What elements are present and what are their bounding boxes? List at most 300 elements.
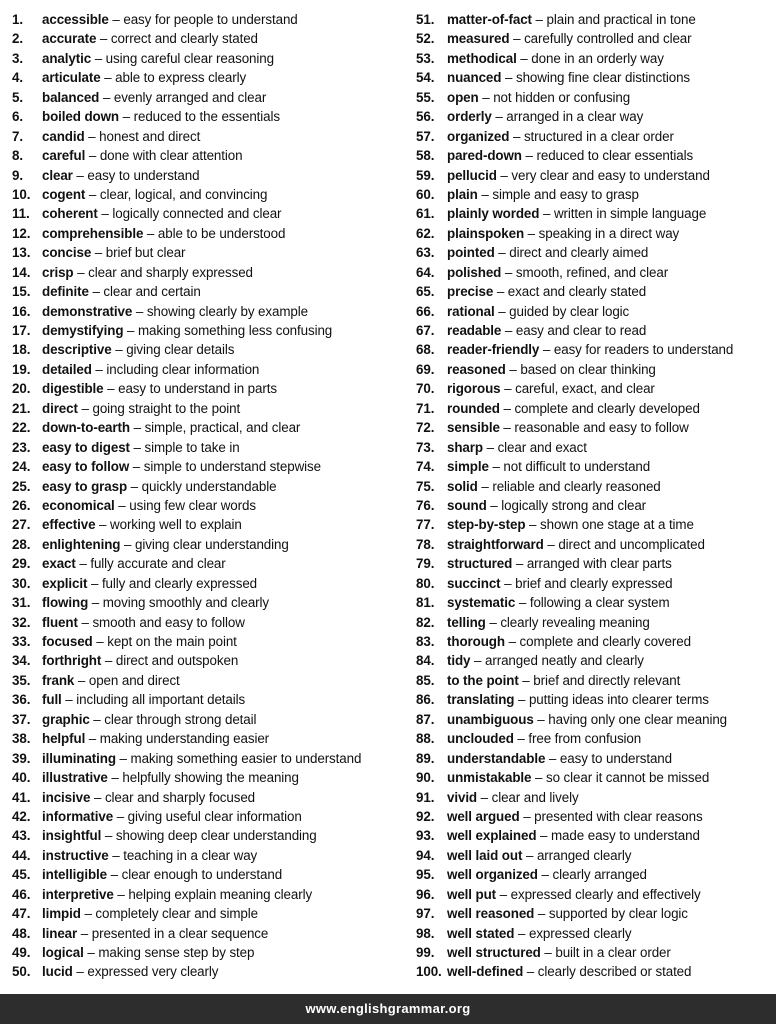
list-item-number: 78. bbox=[416, 536, 435, 552]
list-item-term: sharp bbox=[447, 439, 483, 455]
list-item-number: 93. bbox=[416, 828, 435, 844]
list-item bbox=[12, 418, 404, 437]
list-item-separator: – bbox=[500, 381, 516, 397]
list-item-definition: presented in a clear sequence bbox=[91, 925, 269, 941]
list-item bbox=[416, 729, 772, 748]
list-item bbox=[416, 826, 772, 845]
list-item-term: nuanced bbox=[447, 70, 502, 86]
list-item-separator: – bbox=[99, 89, 114, 105]
list-item-definition: built in a clear order bbox=[555, 945, 671, 960]
list-item-separator: – bbox=[107, 867, 122, 883]
list-item-definition: helping explain meaning clearly bbox=[128, 886, 313, 902]
list-item-number: 91. bbox=[416, 789, 435, 805]
list-item bbox=[416, 49, 772, 68]
list-item-definition: going straight to the point bbox=[92, 400, 241, 416]
list-item-term: economical bbox=[42, 497, 115, 513]
list-item-separator: – bbox=[111, 342, 127, 358]
list-item-number: 55. bbox=[416, 89, 435, 105]
list-item-number: 19. bbox=[12, 361, 31, 377]
list-item-term: plainspoken bbox=[447, 225, 525, 241]
list-item-definition: brief but clear bbox=[105, 245, 186, 261]
list-item-term: limpid bbox=[42, 906, 81, 922]
list-item-number: 83. bbox=[416, 634, 435, 649]
list-item-number: 94. bbox=[416, 847, 435, 863]
list-item-definition: clear and sharply expressed bbox=[88, 264, 253, 280]
list-item-separator: – bbox=[540, 945, 556, 960]
list-item-definition: complete and clearly developed bbox=[514, 400, 700, 416]
list-item bbox=[12, 146, 404, 165]
list-item-number: 69. bbox=[416, 361, 435, 377]
list-item-separator: – bbox=[477, 789, 492, 805]
list-item bbox=[12, 127, 404, 146]
list-item-separator: – bbox=[107, 770, 123, 786]
list-item-term: rigorous bbox=[447, 381, 501, 397]
list-item-separator: – bbox=[478, 89, 494, 105]
list-item-separator: – bbox=[514, 692, 529, 708]
list-item-separator: – bbox=[501, 323, 516, 338]
list-item-term: enlightening bbox=[42, 536, 121, 552]
list-item bbox=[416, 788, 772, 807]
list-item-number: 21. bbox=[12, 400, 31, 416]
list-item-separator: – bbox=[91, 361, 107, 377]
list-item bbox=[12, 321, 404, 340]
list-item-definition: clear through strong detail bbox=[104, 711, 257, 727]
list-item bbox=[416, 166, 772, 185]
list-item-definition: speaking in a direct way bbox=[538, 225, 680, 241]
list-item bbox=[12, 574, 404, 593]
list-item-number: 56. bbox=[416, 109, 435, 125]
list-item bbox=[12, 185, 404, 204]
list-item-definition: complete and clearly covered bbox=[519, 634, 691, 649]
list-item-term: detailed bbox=[42, 361, 92, 377]
list-item-number: 84. bbox=[416, 653, 435, 669]
list-item-definition: brief and clearly expressed bbox=[515, 575, 673, 591]
list-item bbox=[12, 554, 404, 573]
list-item-definition: working well to explain bbox=[110, 517, 242, 533]
list-item-separator: – bbox=[113, 808, 128, 824]
list-item-number: 59. bbox=[416, 167, 435, 183]
list-item-term: forthright bbox=[42, 653, 102, 669]
list-item-definition: clear and lively bbox=[491, 789, 579, 805]
list-item bbox=[416, 29, 772, 48]
list-item-term: well put bbox=[447, 886, 497, 902]
list-item bbox=[12, 360, 404, 379]
list-item-separator: – bbox=[515, 595, 530, 611]
list-item-term: plainly worded bbox=[447, 206, 540, 222]
list-item-definition: clearly arranged bbox=[552, 867, 647, 883]
list-item-term: articulate bbox=[42, 70, 101, 86]
list-item-number: 46. bbox=[12, 886, 31, 902]
list-item-term: orderly bbox=[447, 109, 492, 125]
list-item bbox=[12, 263, 404, 282]
list-item bbox=[416, 457, 772, 476]
list-item-definition: including clear information bbox=[106, 361, 260, 377]
footer-bar bbox=[0, 994, 776, 1024]
list-item bbox=[12, 88, 404, 107]
list-item-number: 49. bbox=[12, 945, 31, 960]
list-item-separator: – bbox=[521, 148, 537, 164]
list-item-term: well argued bbox=[447, 808, 520, 824]
list-item-separator: – bbox=[482, 439, 498, 455]
list-item-term: matter-of-fact bbox=[447, 12, 532, 27]
list-item-number: 75. bbox=[416, 478, 435, 494]
list-item-term: flowing bbox=[42, 595, 89, 611]
list-item-term: rational bbox=[447, 303, 495, 319]
list-item-number: 8. bbox=[12, 148, 23, 164]
list-item bbox=[416, 962, 772, 981]
list-item-number: 50. bbox=[12, 964, 31, 980]
list-item-number: 52. bbox=[416, 31, 435, 47]
list-item-definition: based on clear thinking bbox=[520, 361, 656, 377]
list-item-definition: logically strong and clear bbox=[501, 497, 647, 513]
list-item-definition: clear, logical, and convincing bbox=[99, 186, 268, 202]
list-item-definition: putting ideas into clearer terms bbox=[528, 692, 709, 708]
list-item-separator: – bbox=[83, 945, 99, 960]
list-item bbox=[416, 807, 772, 826]
list-item-separator: – bbox=[114, 497, 130, 513]
list-item bbox=[12, 613, 404, 632]
list-item-separator: – bbox=[77, 925, 92, 941]
list-item-separator: – bbox=[512, 556, 527, 572]
list-item bbox=[12, 865, 404, 884]
list-item-term: translating bbox=[447, 692, 515, 708]
list-item-definition: kept on the main point bbox=[107, 634, 237, 649]
list-item-separator: – bbox=[522, 847, 537, 863]
list-item bbox=[12, 204, 404, 223]
list-item-definition: easy and clear to read bbox=[515, 323, 647, 338]
list-item bbox=[416, 360, 772, 379]
list-item-number: 98. bbox=[416, 925, 435, 941]
list-item-number: 2. bbox=[12, 31, 23, 47]
list-item-number: 20. bbox=[12, 381, 31, 397]
list-item-definition: clear and sharply focused bbox=[104, 789, 256, 805]
list-item-term: comprehensible bbox=[42, 225, 144, 241]
list-item-definition: easy to understand bbox=[87, 167, 200, 183]
list-item bbox=[12, 399, 404, 418]
list-item-term: incisive bbox=[42, 789, 91, 805]
list-item bbox=[12, 496, 404, 515]
list-item-definition: clearly revealing meaning bbox=[500, 614, 650, 630]
list-item-term: rounded bbox=[447, 400, 500, 416]
list-item-number: 48. bbox=[12, 925, 31, 941]
list-item-definition: helpfully showing the meaning bbox=[122, 770, 299, 786]
list-item-definition: done with clear attention bbox=[99, 148, 243, 164]
list-item-number: 95. bbox=[416, 867, 435, 883]
list-item bbox=[12, 846, 404, 865]
list-item-term: tidy bbox=[447, 653, 471, 669]
list-item-number: 80. bbox=[416, 575, 435, 591]
list-item-number: 65. bbox=[416, 284, 435, 300]
list-item-number: 1. bbox=[12, 12, 23, 27]
list-item-definition: making something less confusing bbox=[138, 323, 333, 338]
list-item-number: 9. bbox=[12, 167, 23, 183]
list-item-number: 86. bbox=[416, 692, 435, 708]
list-item-term: demonstrative bbox=[42, 303, 133, 319]
list-item-definition: reliable and clearly reasoned bbox=[492, 478, 661, 494]
list-item-separator: – bbox=[120, 536, 135, 552]
list-item-term: digestible bbox=[42, 381, 104, 397]
list-item-term: down-to-earth bbox=[42, 420, 130, 436]
list-item-term: illuminating bbox=[42, 750, 116, 766]
list-item-definition: making something easier to understand bbox=[130, 750, 362, 766]
list-item-separator: – bbox=[539, 206, 554, 222]
list-item-term: open bbox=[447, 89, 479, 105]
list-item-term: graphic bbox=[42, 711, 90, 727]
list-item-term: easy to grasp bbox=[42, 478, 128, 494]
list-item-definition: having only one clear meaning bbox=[548, 711, 728, 727]
list-item-term: well reasoned bbox=[447, 906, 535, 922]
list-item-definition: evenly arranged and clear bbox=[113, 89, 267, 105]
list-item-number: 81. bbox=[416, 595, 435, 611]
list-item-definition: done in an orderly way bbox=[531, 50, 664, 66]
list-item-separator: – bbox=[493, 284, 508, 300]
list-item-separator: – bbox=[85, 731, 100, 747]
list-item-number: 3. bbox=[12, 50, 23, 66]
list-item bbox=[416, 632, 772, 651]
list-item-definition: presented with clear reasons bbox=[534, 808, 703, 824]
list-item-separator: – bbox=[531, 12, 547, 27]
list-item-number: 33. bbox=[12, 634, 31, 649]
list-item-separator: – bbox=[88, 595, 103, 611]
list-item-definition: free from confusion bbox=[528, 731, 642, 747]
list-item-term: illustrative bbox=[42, 770, 108, 786]
list-item-number: 6. bbox=[12, 109, 23, 125]
list-item-definition: reduced to clear essentials bbox=[536, 148, 694, 164]
list-item-definition: very clear and easy to understand bbox=[511, 167, 710, 183]
list-item-term: easy to digest bbox=[42, 439, 130, 455]
list-item-definition: fully and clearly expressed bbox=[101, 575, 258, 591]
list-item bbox=[12, 826, 404, 845]
list-item-definition: arranged with clear parts bbox=[526, 556, 672, 572]
list-item bbox=[12, 379, 404, 398]
list-item bbox=[12, 924, 404, 943]
list-item-number: 53. bbox=[416, 50, 435, 66]
list-item bbox=[12, 788, 404, 807]
list-item-term: descriptive bbox=[42, 342, 112, 358]
list-item-separator: – bbox=[77, 400, 93, 416]
list-item-term: coherent bbox=[42, 206, 98, 222]
list-item-separator: – bbox=[91, 50, 106, 66]
list-item-term: sound bbox=[447, 497, 487, 513]
list-item bbox=[12, 885, 404, 904]
list-item bbox=[12, 515, 404, 534]
list-item-number: 16. bbox=[12, 303, 31, 319]
list-item bbox=[416, 885, 772, 904]
word-list-column-left bbox=[12, 10, 404, 982]
list-item-separator: – bbox=[518, 672, 534, 688]
list-item-separator: – bbox=[486, 497, 502, 513]
list-item-term: thorough bbox=[447, 634, 505, 649]
list-item-separator: – bbox=[88, 284, 104, 300]
list-item-number: 23. bbox=[12, 439, 31, 455]
list-item-term: well laid out bbox=[447, 847, 523, 863]
list-item-separator: – bbox=[129, 459, 144, 475]
list-item-term: sensible bbox=[447, 420, 500, 436]
list-item-separator: – bbox=[543, 536, 559, 552]
list-item-term: pared-down bbox=[447, 148, 522, 164]
list-item-number: 57. bbox=[416, 128, 435, 144]
list-item-definition: smooth and easy to follow bbox=[92, 614, 245, 630]
list-item-term: frank bbox=[42, 672, 75, 688]
list-item-number: 11. bbox=[12, 206, 30, 222]
list-item-definition: clear and certain bbox=[103, 284, 201, 300]
list-item-definition: written in simple language bbox=[553, 206, 707, 222]
list-item-separator: – bbox=[97, 206, 113, 222]
list-item-definition: including all important details bbox=[76, 692, 246, 708]
list-item bbox=[416, 10, 772, 29]
list-item-number: 14. bbox=[12, 264, 31, 280]
list-item bbox=[416, 68, 772, 87]
list-item-number: 45. bbox=[12, 867, 31, 883]
list-item-number: 96. bbox=[416, 886, 435, 902]
list-item-separator: – bbox=[108, 12, 124, 27]
list-item-term: step-by-step bbox=[447, 517, 526, 533]
list-item bbox=[12, 807, 404, 826]
list-item bbox=[12, 749, 404, 768]
list-item bbox=[416, 593, 772, 612]
list-item-definition: teaching in a clear way bbox=[123, 847, 258, 863]
list-item bbox=[416, 321, 772, 340]
list-item bbox=[12, 477, 404, 496]
list-item-definition: reasonable and easy to follow bbox=[514, 420, 689, 436]
list-item-definition: making sense step by step bbox=[98, 945, 255, 960]
list-item bbox=[416, 904, 772, 923]
list-item-term: readable bbox=[447, 323, 502, 338]
list-item-separator: – bbox=[477, 186, 493, 202]
list-item-separator: – bbox=[96, 31, 111, 47]
list-item-separator: – bbox=[533, 711, 549, 727]
list-item-definition: expressed clearly bbox=[528, 925, 632, 941]
list-item-separator: – bbox=[100, 70, 116, 86]
list-item-definition: exact and clearly stated bbox=[507, 284, 647, 300]
list-item-separator: – bbox=[494, 303, 510, 319]
list-item-number: 71. bbox=[416, 400, 435, 416]
list-item-separator: – bbox=[113, 886, 129, 902]
list-item-term: vivid bbox=[447, 789, 478, 805]
list-item bbox=[416, 438, 772, 457]
list-item bbox=[12, 10, 404, 29]
list-item-number: 25. bbox=[12, 478, 31, 494]
list-item bbox=[416, 88, 772, 107]
list-item-number: 27. bbox=[12, 517, 31, 533]
list-item-term: direct bbox=[42, 400, 78, 416]
list-item-term: understandable bbox=[447, 750, 546, 766]
list-item-term: solid bbox=[447, 478, 478, 494]
list-item bbox=[416, 710, 772, 729]
list-item-separator: – bbox=[470, 653, 486, 669]
list-item bbox=[12, 302, 404, 321]
list-item-number: 82. bbox=[416, 614, 435, 630]
list-item-separator: – bbox=[101, 828, 116, 844]
list-item-term: accurate bbox=[42, 31, 97, 47]
list-item-definition: not difficult to understand bbox=[503, 459, 651, 475]
list-item-term: telling bbox=[447, 614, 486, 630]
list-item-separator: – bbox=[101, 653, 116, 669]
list-item-number: 32. bbox=[12, 614, 31, 630]
list-item-term: polished bbox=[447, 264, 502, 280]
list-item-number: 74. bbox=[416, 459, 435, 475]
list-item-separator: – bbox=[72, 964, 88, 980]
word-list bbox=[0, 10, 776, 990]
list-item-number: 47. bbox=[12, 906, 31, 922]
list-item-separator: – bbox=[501, 264, 516, 280]
list-item-number: 22. bbox=[12, 420, 31, 436]
list-item bbox=[12, 107, 404, 126]
list-item bbox=[12, 690, 404, 709]
list-item bbox=[12, 651, 404, 670]
list-item-separator: – bbox=[92, 634, 108, 649]
list-item bbox=[416, 749, 772, 768]
list-item-separator: – bbox=[123, 323, 138, 338]
list-item-number: 12. bbox=[12, 225, 31, 241]
list-item-definition: plain and practical in tone bbox=[546, 12, 696, 27]
list-item bbox=[12, 632, 404, 651]
list-item-definition: giving clear understanding bbox=[135, 536, 289, 552]
list-item-separator: – bbox=[500, 575, 516, 591]
list-item-number: 15. bbox=[12, 284, 31, 300]
list-item-term: methodical bbox=[447, 50, 517, 66]
list-item-number: 72. bbox=[416, 420, 435, 436]
list-item bbox=[12, 729, 404, 748]
list-item-definition: giving useful clear information bbox=[127, 808, 302, 824]
list-item-separator: – bbox=[91, 245, 106, 261]
list-item-term: pointed bbox=[447, 245, 495, 261]
list-item bbox=[416, 574, 772, 593]
list-item-definition: arranged in a clear way bbox=[506, 109, 644, 125]
list-item-definition: showing fine clear distinctions bbox=[515, 70, 691, 86]
list-item-separator: – bbox=[488, 459, 504, 475]
list-item-definition: direct and clearly aimed bbox=[509, 245, 649, 261]
list-item-number: 54. bbox=[416, 70, 435, 86]
list-item bbox=[416, 379, 772, 398]
list-item-term: unmistakable bbox=[447, 770, 532, 786]
list-item-term: clear bbox=[42, 167, 73, 183]
list-item-number: 24. bbox=[12, 459, 31, 475]
list-item bbox=[12, 224, 404, 243]
list-item bbox=[416, 690, 772, 709]
list-item-term: interpretive bbox=[42, 886, 114, 902]
list-item-number: 64. bbox=[416, 264, 435, 280]
list-item-definition: following a clear system bbox=[529, 595, 670, 611]
list-item-term: accessible bbox=[42, 12, 109, 27]
list-item-number: 79. bbox=[416, 556, 435, 572]
list-item-term: boiled down bbox=[42, 109, 120, 125]
list-item-number: 28. bbox=[12, 536, 31, 552]
list-item-number: 97. bbox=[416, 906, 435, 922]
list-item-separator: – bbox=[103, 381, 119, 397]
list-item-term: analytic bbox=[42, 50, 92, 66]
list-item bbox=[12, 243, 404, 262]
list-item-term: definite bbox=[42, 284, 89, 300]
list-item-number: 18. bbox=[12, 342, 31, 358]
list-item-definition: showing clearly by example bbox=[146, 303, 308, 319]
list-item-separator: – bbox=[95, 517, 111, 533]
list-item-definition: so clear it cannot be missed bbox=[545, 770, 710, 786]
list-item-term: careful bbox=[42, 148, 86, 164]
list-item-separator: – bbox=[491, 109, 507, 125]
list-item-term: measured bbox=[447, 31, 510, 47]
list-item-number: 42. bbox=[12, 808, 31, 824]
list-item-number: 41. bbox=[12, 789, 31, 805]
list-item-definition: giving clear details bbox=[126, 342, 235, 358]
list-item-term: unclouded bbox=[447, 731, 514, 747]
word-list-column-right bbox=[416, 10, 772, 982]
list-item-number: 26. bbox=[12, 497, 31, 513]
list-item-number: 36. bbox=[12, 692, 31, 708]
list-item-definition: clearly described or stated bbox=[537, 964, 692, 980]
list-item-definition: shown one stage at a time bbox=[540, 517, 694, 533]
list-item bbox=[416, 496, 772, 515]
